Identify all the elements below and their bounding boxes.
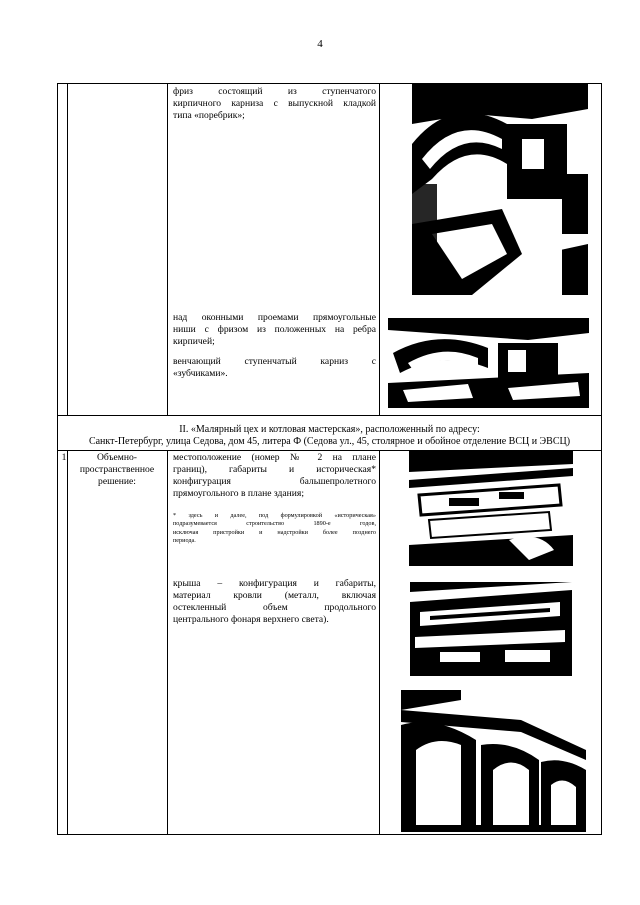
location-line-2: границ), габариты и историческая* xyxy=(173,464,376,475)
roof-line-3: остекленный объем продольного xyxy=(173,602,376,613)
roof-line-4: центрального фонаря верхнего света). xyxy=(173,614,329,625)
table-border-left xyxy=(57,83,58,835)
footnote xyxy=(173,512,376,546)
footnote-line-4: периода. xyxy=(173,537,196,545)
footnote-line-3: исключая пристройки и надстройки более позднего xyxy=(173,528,376,536)
column-divider-3-upper xyxy=(379,83,380,415)
photo-site-plan xyxy=(409,450,573,566)
table-border-right xyxy=(601,83,602,835)
row-title-line-1: Объемно- xyxy=(97,452,137,463)
page-number: 4 xyxy=(317,38,323,50)
roof-description xyxy=(173,578,376,626)
column-divider-1-lower xyxy=(67,450,68,835)
cornice-line-2: «зубчиками». xyxy=(173,368,228,379)
frieze-line-2: кирпичного карниза с выпускной кладкой xyxy=(173,98,376,109)
photo-arched-facade xyxy=(401,690,586,832)
roof-line-2: материал кровли (металл, включая xyxy=(173,590,376,601)
frieze-line-3: типа «поребрик»; xyxy=(173,110,245,121)
cornice-line-1: венчающий ступенчатый карниз с xyxy=(173,356,376,367)
column-divider-2-upper xyxy=(167,83,168,415)
footnote-line-1: * здесь и далее, под формулировкой «историческая» xyxy=(173,512,376,519)
frieze-description xyxy=(173,86,376,122)
section-heading xyxy=(57,424,602,448)
section-heading-line-2: Санкт-Петербург, улица Седова, дом 45, литера Ф (Седова ул., 45, столярное и обойное отделение ВСЦ и ЭВСЦ) xyxy=(88,436,571,447)
footnote-line-2: подразумевается строительство 1890-е годов, xyxy=(173,520,376,528)
niches-line-1: над оконными проемами прямоугольные xyxy=(173,312,376,323)
photo-window-niches xyxy=(388,318,589,408)
roof-line-1: крыша – конфигурация и габариты, xyxy=(173,578,376,589)
section-heading-line-1: II. «Малярный цех и котловая мастерская», расположенный по адресу: xyxy=(179,424,480,435)
section-divider xyxy=(57,415,602,416)
location-line-3: конфигурация бальшепролетного xyxy=(173,476,376,487)
niches-line-2: ниши с фризом из положенных на ребра xyxy=(173,324,376,335)
cornice-description xyxy=(173,356,376,380)
location-line-1: местоположение (номер № 2 на плане xyxy=(173,452,376,463)
row-title xyxy=(69,452,165,488)
niches-description xyxy=(173,312,376,348)
column-divider-3-lower xyxy=(379,450,380,835)
location-description xyxy=(173,452,376,500)
location-line-4: прямоугольного в плане здания; xyxy=(173,488,304,499)
niches-line-3: кирпичей; xyxy=(173,336,215,347)
table-border-bottom xyxy=(57,834,602,835)
photo-roof-lantern xyxy=(410,582,572,676)
column-divider-1-upper xyxy=(67,83,68,415)
column-divider-2-lower xyxy=(167,450,168,835)
row-number: 1 xyxy=(61,452,67,463)
frieze-line-1: фриз состоящий из ступенчатого xyxy=(173,86,376,97)
row-title-line-3: решение: xyxy=(98,476,136,487)
row-title-line-2: пространственное xyxy=(79,464,155,475)
photo-frieze-facade xyxy=(412,84,588,295)
